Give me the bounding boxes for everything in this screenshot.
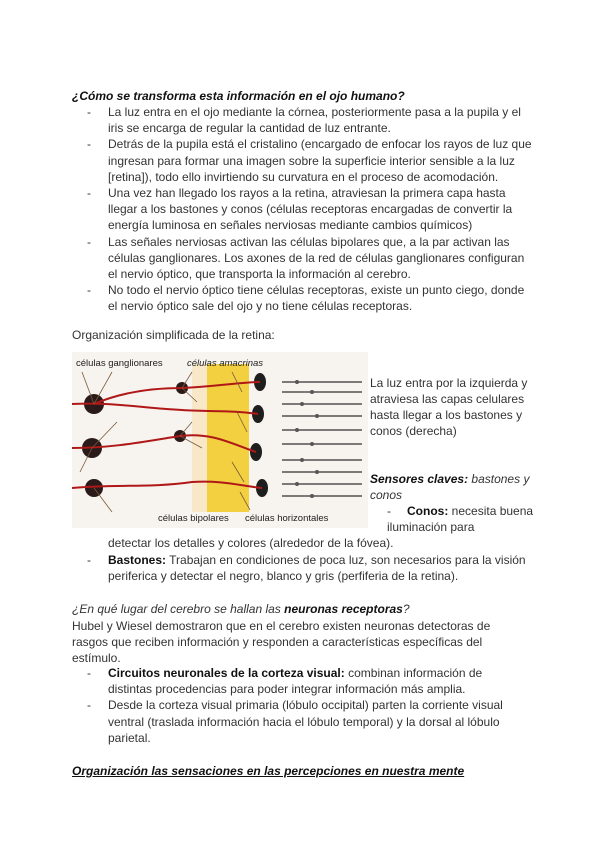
section-question-neurons: ¿En qué lugar del cerebro se hallan las neuronas receptoras? [72, 602, 410, 616]
list-item: - Desde la corteza visual primaria (lóbulo occipital) parten la corriente visual ventral (traslada información hacia el lóbulo temporal) y la dorsal al lóbulo parietal. [87, 698, 503, 745]
retina-diagram [72, 352, 368, 528]
section-heading-organization: Organización las sensaciones en las percepciones en nuestra mente [72, 764, 465, 778]
cones-label: Conos: [407, 504, 449, 518]
label-bipolar: células bipolares [158, 513, 229, 524]
sensors-rest: bastones y conos [370, 472, 530, 502]
cones-text-a: necesita buena iluminación para [387, 504, 534, 534]
rods-list [87, 552, 527, 584]
list-item: - Detrás de la pupila está el cristalino (encargado de enfocar los rayos de luz que ingresan para formar una imagen sobre la superficie interior sensible a la luz [retina]), todo ello invirtiendo su curvatura en el proceso de acomodación. [87, 137, 532, 184]
sensors-note [370, 471, 530, 503]
section-heading-eye: ¿Cómo se transforma esta información en el ojo humano? [72, 89, 405, 103]
label-ganglion: células ganglionares [76, 358, 163, 369]
side-text: La luz entra por la izquierda y atraviesa las capas celulares hasta llegar a los bastones y conos (derecha) [370, 376, 528, 438]
list-item: - Bastones: Trabajan en condiciones de poca luz, son necesarios para la visión periferica y detectar el negro, blanco y gris (perfiferia de la retina). [87, 553, 526, 584]
list-item: - Circuitos neuronales de la corteza visual: combinan información de distintas procedencias para poder integrar información más amplia. [87, 666, 483, 697]
cortex-list [87, 665, 527, 746]
cones-item [387, 503, 537, 535]
retina-side-note [370, 375, 530, 439]
list-item: - La luz entra en el ojo mediante la córnea, posteriormente pasa a la pupila y el iris se encarga de regular la cantidad de luz entrante. [87, 105, 521, 136]
list-item: - Una vez han llegado los rayos a la retina, atraviesan la primera capa hasta llegar a los bastones y conos (células receptoras encargadas de convertir la energía luminosa en señales nerviosas mediante cambios químicos) [87, 186, 513, 233]
retina-intro: Organización simplificada de la retina: [72, 328, 275, 342]
sensors-bold: Sensores claves: [370, 472, 469, 486]
rods-label: Bastones: [108, 553, 167, 567]
eye-process-list [87, 104, 532, 315]
label-horizontal: células horizontales [245, 513, 329, 524]
label-amacrine: células amacrinas [187, 358, 264, 369]
list-item: - No todo el nervio óptico tiene células receptoras, existe un punto ciego, donde el nervio óptico sale del ojo y no tiene células receptoras. [87, 283, 525, 314]
cones-text-cont: detectar los detalles y colores (alrededor de la fóvea). [108, 536, 394, 550]
list-item: - Las señales nerviosas activan las células bipolares que, a la par activan las células ganglionares. Los axones de la red de células ganglionares configuran el nervio óptico, que transporta la información al cerebro. [87, 234, 525, 282]
hubel-wiesel-paragraph: Hubel y Wiesel demostraron que en el cerebro existen neuronas detectoras de rasgos que reciben información y responden a características específicas del estímulo. [72, 619, 491, 666]
dash: - [387, 504, 391, 518]
question-bold: neuronas receptoras [284, 602, 403, 616]
